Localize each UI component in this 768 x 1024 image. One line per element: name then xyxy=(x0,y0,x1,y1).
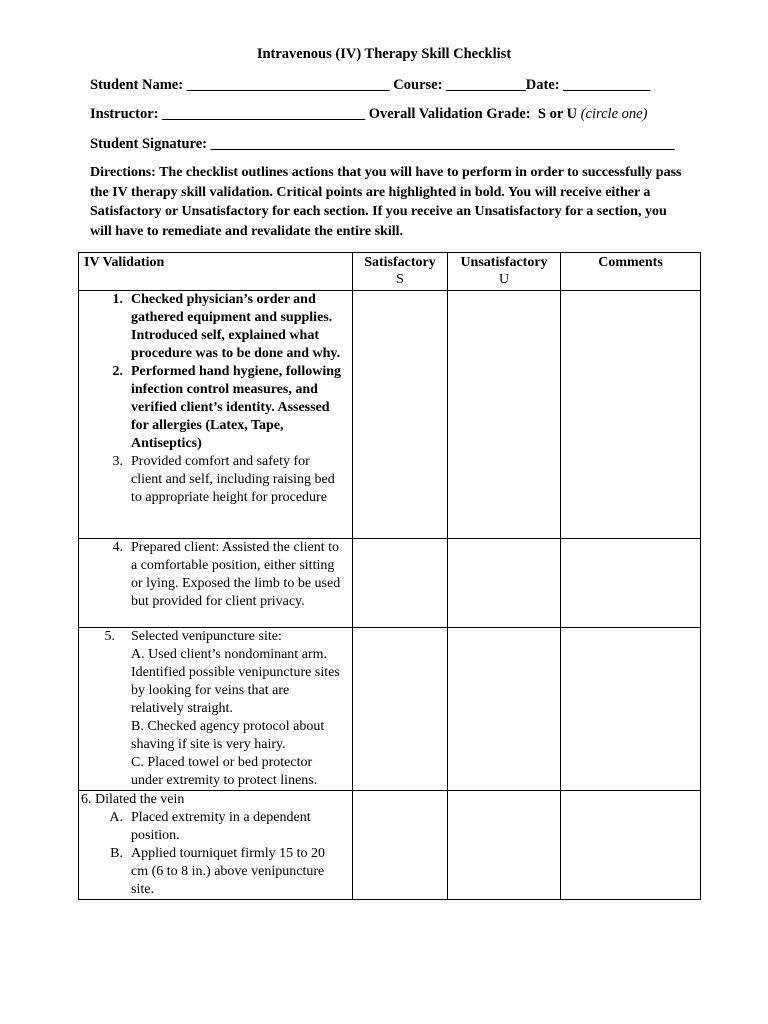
instructor-grade-line xyxy=(90,106,647,123)
satisfactory-cell[interactable] xyxy=(353,291,448,539)
comments-cell[interactable] xyxy=(561,539,701,628)
checklist-item-6 xyxy=(79,791,353,900)
checklist-item-5 xyxy=(79,628,353,791)
sub-item-b: B. Checked agency protocol about shaving if site is very hairy. xyxy=(131,719,325,752)
list-item xyxy=(79,646,352,718)
table-row xyxy=(79,539,701,628)
circle-one-note: (circle one) xyxy=(580,106,648,122)
list-item xyxy=(79,453,352,507)
item-text: Selected venipuncture site: xyxy=(131,629,282,644)
item-text: Provided comfort and safety for client and self, including raising bed to appropriate height for procedure xyxy=(131,454,335,505)
iv-validation-header: IV Validation xyxy=(79,253,353,291)
sub-item-a: A. Used client’s nondominant arm. Identified possible venipuncture sites by looking for veins that are relatively straight. xyxy=(131,647,340,716)
list-item xyxy=(79,363,352,453)
unsatisfactory-cell[interactable] xyxy=(448,628,561,791)
checklist-table xyxy=(78,252,701,900)
item-number: 5. xyxy=(104,629,115,644)
unsatisfactory-header xyxy=(448,253,561,291)
list-item xyxy=(79,754,352,790)
list-item xyxy=(79,628,352,646)
sub-item-a: Placed extremity in a dependent position. xyxy=(131,810,311,843)
satisfactory-cell[interactable] xyxy=(353,791,448,900)
checklist-item-4 xyxy=(79,539,353,628)
satisfactory-abbrev: S xyxy=(396,272,404,287)
table-header-row xyxy=(79,253,701,291)
comments-cell[interactable] xyxy=(561,291,701,539)
list-item xyxy=(79,845,352,899)
sub-item-c: C. Placed towel or bed protector under extremity to protect linens. xyxy=(131,755,318,788)
item-number: B. xyxy=(110,846,123,861)
list-item xyxy=(79,718,352,754)
document-title: Intravenous (IV) Therapy Skill Checklist xyxy=(256,46,512,62)
item-text: Checked physician’s order and gathered equipment and supplies. Introduced self, explained what procedure was to be done and why. xyxy=(131,292,341,361)
unsatisfactory-abbrev: U xyxy=(498,272,510,287)
item-number: 3. xyxy=(112,454,123,469)
table-row xyxy=(79,628,701,791)
satisfactory-cell[interactable] xyxy=(353,628,448,791)
unsatisfactory-cell[interactable] xyxy=(448,791,561,900)
item-number: 4. xyxy=(112,540,123,555)
unsatisfactory-cell[interactable] xyxy=(448,291,561,539)
list-item xyxy=(79,539,352,611)
sub-item-b: Applied tourniquet firmly 15 to 20 cm (6 to 8 in.) above venipuncture site. xyxy=(131,846,326,897)
item-text: 6. Dilated the vein xyxy=(81,792,185,807)
item-number: 1. xyxy=(112,292,123,307)
student-name-course-date-line: Student Name: ____________________________ Course: ___________Date: ____________ xyxy=(90,77,651,93)
instructor-grade-text: Instructor: ____________________________ Overall Validation Grade: S or U xyxy=(90,106,581,122)
satisfactory-cell[interactable] xyxy=(353,539,448,628)
table-row xyxy=(79,291,701,539)
item-number: A. xyxy=(109,810,123,825)
comments-header: Comments xyxy=(561,253,701,291)
satisfactory-label: Satisfactory xyxy=(364,255,436,270)
list-item xyxy=(79,809,352,845)
checklist-items-1-3 xyxy=(79,291,353,539)
list-item xyxy=(79,291,352,363)
unsatisfactory-cell[interactable] xyxy=(448,539,561,628)
directions-paragraph: Directions: The checklist outlines actions that you will have to perform in order to successfully pass the IV therapy skill validation. Critical points are highlighted in bold. You will receive either a Satisfactory or Unsatisfactory for each section. If you receive an Unsatisfactory for a section, you will have to remediate and revalidate the entire skill. xyxy=(90,165,682,239)
item-text: Performed hand hygiene, following infection control measures, and verified client’s identity. Assessed for allergies (Latex, Tape, Antiseptics) xyxy=(131,364,341,451)
student-signature-line: Student Signature: ________________________________________________________________ xyxy=(90,136,675,152)
comments-cell[interactable] xyxy=(561,628,701,791)
item-number: 2. xyxy=(112,364,123,379)
comments-cell[interactable] xyxy=(561,791,701,900)
satisfactory-header xyxy=(353,253,448,291)
table-row xyxy=(79,791,701,900)
item-text: Prepared client: Assisted the client to a comfortable position, either sitting or lying. Exposed the limb to be used but provided for client privacy. xyxy=(131,540,341,609)
unsatisfactory-label: Unsatisfactory xyxy=(460,255,548,270)
